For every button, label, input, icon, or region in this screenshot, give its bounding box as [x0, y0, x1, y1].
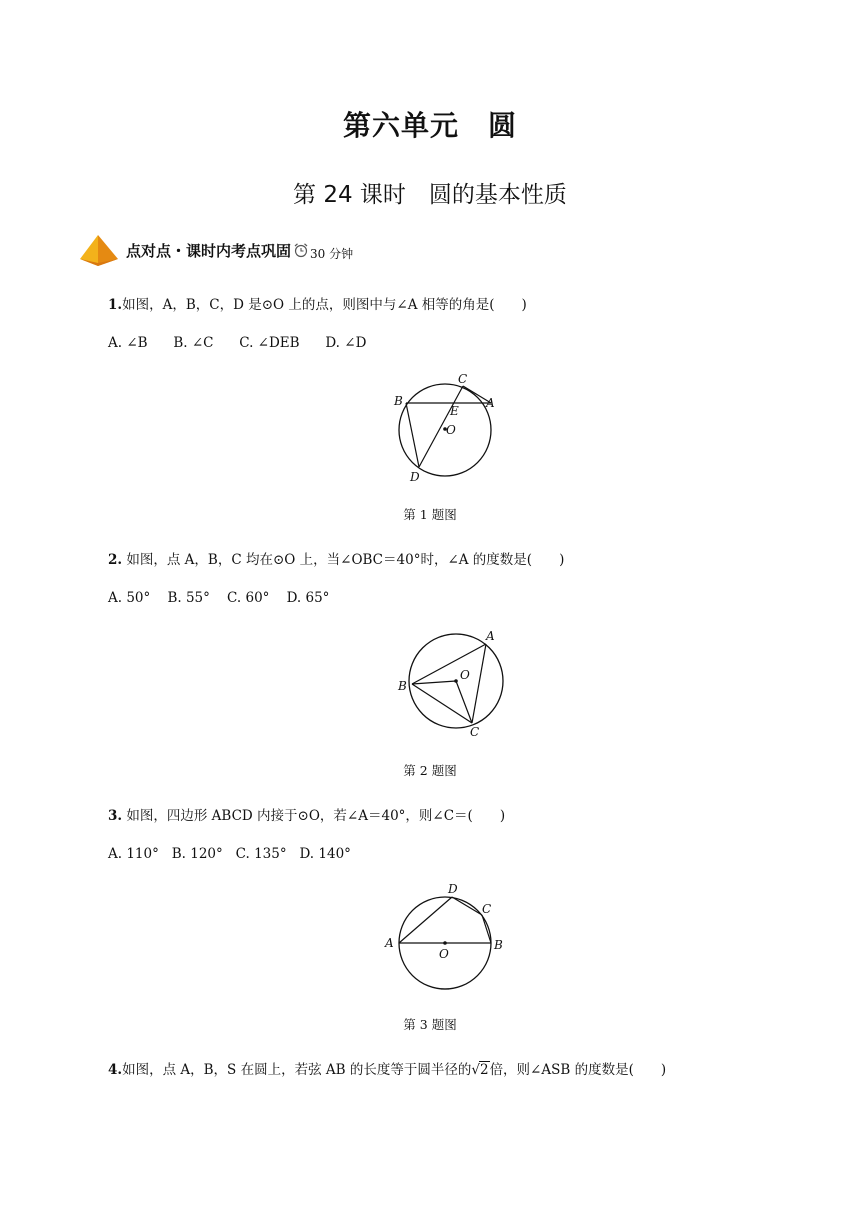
question-text: 如图，点 A，B，C 均在⊙O 上，当∠OBC＝40°时，∠A 的度数是( ) — [122, 552, 565, 568]
chord-dc — [419, 386, 463, 467]
option-c: C. ∠DEB — [239, 335, 300, 351]
radical-value: 2 — [479, 1062, 489, 1078]
figure-3-caption: 第 3 题图 — [403, 1017, 457, 1032]
radius-oc — [456, 681, 472, 723]
figure-1 — [388, 370, 508, 488]
option-a: A. 110° — [108, 846, 159, 862]
question-3-options — [108, 846, 351, 862]
label-d: D — [410, 470, 420, 484]
question-number: 2. — [108, 552, 123, 568]
option-d: D. 65° — [286, 590, 330, 606]
time-limit: 30 分钟 — [310, 246, 354, 261]
question-number: 1. — [108, 297, 123, 313]
pyramid-icon — [78, 233, 120, 267]
unit-title: 第六单元 圆 — [342, 109, 517, 142]
option-a: A. 50° — [108, 590, 151, 606]
figure-2 — [394, 624, 514, 744]
question-text: 如图，A，B，C，D 是⊙O 上的点，则图中与∠A 相等的角是( ) — [122, 297, 527, 313]
option-c: C. 135° — [235, 846, 287, 862]
option-c: C. 60° — [227, 590, 270, 606]
center-point — [443, 941, 447, 945]
question-2-options — [108, 590, 329, 606]
label-b: B — [494, 938, 503, 952]
label-b: B — [394, 394, 403, 408]
chord-ad — [399, 897, 452, 943]
figure-1-caption: 第 1 题图 — [403, 507, 457, 522]
label-a: A — [385, 936, 394, 950]
label-c: C — [458, 372, 468, 386]
label-o: O — [446, 423, 456, 437]
label-a: A — [486, 629, 495, 643]
chord-dc — [452, 897, 482, 915]
figure-2-caption: 第 2 题图 — [403, 763, 457, 778]
radical-sign: √ — [471, 1062, 480, 1078]
label-e: E — [450, 404, 459, 418]
option-b: B. ∠C — [173, 335, 214, 351]
section-header — [78, 232, 353, 268]
chord-cb — [482, 915, 491, 943]
option-b: B. 120° — [171, 846, 223, 862]
chord-bc — [412, 684, 472, 723]
question-text: 如图，四边形 ABCD 内接于⊙O，若∠A＝40°，则∠C＝( ) — [122, 808, 506, 824]
option-b: B. 55° — [167, 590, 210, 606]
label-c: C — [470, 725, 480, 739]
question-3 — [108, 804, 505, 824]
option-d: D. 140° — [299, 846, 351, 862]
chord-ac — [472, 644, 486, 723]
option-a: A. ∠B — [108, 335, 148, 351]
label-b: B — [398, 679, 407, 693]
section-label: 点对点・课时内考点巩固 — [126, 241, 292, 260]
option-d: D. ∠D — [325, 335, 367, 351]
question-4 — [108, 1058, 666, 1078]
alarm-clock-icon — [293, 242, 309, 258]
label-a: A — [486, 396, 495, 410]
radius-ob — [412, 681, 456, 684]
figure-3 — [380, 878, 510, 998]
label-d: D — [448, 882, 458, 896]
question-1-options — [108, 335, 366, 351]
question-2 — [108, 548, 564, 568]
chord-ba — [412, 644, 486, 684]
label-o: O — [439, 947, 449, 961]
center-point — [454, 679, 458, 683]
label-o: O — [460, 668, 470, 682]
lesson-title: 第 24 课时 圆的基本性质 — [293, 182, 567, 208]
question-text: 如图，点 A，B，S 在圆上，若弦 AB 的长度等于圆半径的 — [122, 1062, 472, 1078]
question-text-end: 倍，则∠ASB 的度数是( ) — [489, 1062, 667, 1078]
label-c: C — [482, 902, 492, 916]
question-number: 3. — [108, 808, 123, 824]
question-1 — [108, 293, 527, 313]
question-number: 4. — [108, 1062, 123, 1078]
